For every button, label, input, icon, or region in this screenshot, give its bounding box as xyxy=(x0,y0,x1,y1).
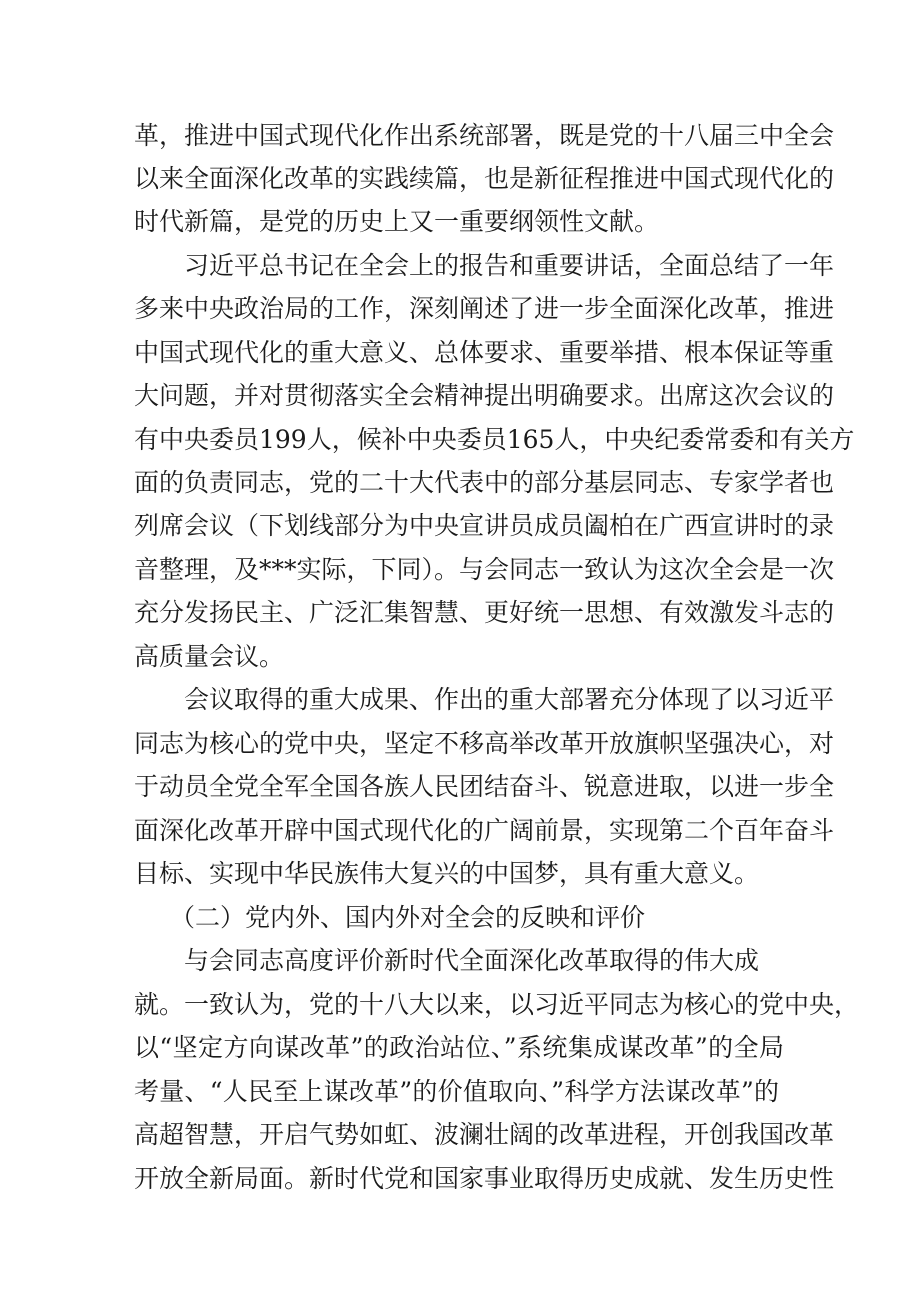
line-text: 会议取得的重大成果、作出的重大部署充分体现了以习近平 xyxy=(184,685,835,714)
text-line xyxy=(134,159,835,199)
line-text: 以来全面深化改革的实践续篇，也是新征程推进中国式现代化的 xyxy=(134,164,835,193)
line-text: 于动员全党全军全国各族人民团结奋斗、锐意进取，以进一步全 xyxy=(134,772,835,801)
line-text: 时代新篇，是党的历史上又一重要纲领性文献。 xyxy=(134,207,660,236)
line-text: 中国式现代化的重大意义、总体要求、重要举措、根本保证等重 xyxy=(134,338,835,367)
text-line xyxy=(184,246,835,286)
text-line xyxy=(134,550,835,590)
line-text: 革，推进中国式现代化作出系统部署，既是党的十八届三中全会 xyxy=(134,121,835,150)
line-text: 习近平总书记在全会上的报告和重要讲话，全面总结了一年 xyxy=(184,251,835,280)
text-line xyxy=(134,1028,794,1068)
line-text: 同志为核心的党中央，坚定不移高举改革开放旗帜坚强决心，对 xyxy=(134,729,835,758)
text-line xyxy=(134,593,835,633)
line-text: （二）党内外、国内外对全会的反映和评价 xyxy=(170,903,646,932)
text-line xyxy=(134,202,794,242)
line-text: 多来中央政治局的工作，深刻阐述了进一步全面深化改革，推进 xyxy=(134,294,835,323)
line-text: 音整理，及***实际，下同）。与会同志一致认为这次全会是一次 xyxy=(134,555,835,584)
line-text: 列席会议（下划线部分为中央宣讲员成员阖柏在广西宣讲时的录 xyxy=(134,511,835,540)
text-line xyxy=(134,1159,835,1199)
text-line xyxy=(134,811,835,851)
text-line xyxy=(134,854,794,894)
line-text: 充分发扬民主、广泛汇集智慧、更好统一思想、有效激发斗志的 xyxy=(134,598,835,627)
text-line xyxy=(134,506,835,546)
line-text: 面的负责同志，党的二十大代表中的部分基层同志、专家学者也 xyxy=(134,468,835,497)
section-heading xyxy=(170,898,646,938)
line-text: 考量、“人民至上谋改革”的价值取向、”科学方法谋改革”的 xyxy=(134,1077,779,1106)
text-line xyxy=(184,941,760,981)
text-line xyxy=(184,680,835,720)
line-text: 大问题，并对贯彻落实全会精神提出明确要求。出席这次会议的 xyxy=(134,381,835,410)
text-line xyxy=(134,985,860,1025)
text-line xyxy=(134,1072,794,1112)
line-text: 有中央委员199人，候补中央委员165人，中央纪委常委和有关方 xyxy=(134,425,855,454)
text-line xyxy=(134,637,794,677)
line-text: 高质量会议。 xyxy=(134,642,285,671)
text-line xyxy=(134,767,835,807)
line-text: 面深化改革开辟中国式现代化的广阔前景，实现第二个百年奋斗 xyxy=(134,816,835,845)
text-line xyxy=(134,333,835,373)
text-line xyxy=(134,420,855,460)
line-text: 开放全新局面。新时代党和国家事业取得历史成就、发生历史性 xyxy=(134,1164,835,1193)
text-line xyxy=(134,376,835,416)
line-text: 目标、实现中华民族伟大复兴的中国梦，具有重大意义。 xyxy=(134,859,760,888)
text-line xyxy=(134,289,835,329)
text-line xyxy=(134,724,835,764)
line-text: 与会同志高度评价新时代全面深化改革取得的伟大成 xyxy=(184,946,760,975)
text-line xyxy=(134,116,835,156)
line-text: 就。一致认为，党的十八大以来，以习近平同志为核心的党中央， xyxy=(134,990,860,1019)
line-text: 高超智慧，开启气势如虹、波澜壮阔的改革进程，开创我国改革 xyxy=(134,1120,835,1149)
text-line xyxy=(134,463,835,503)
text-line xyxy=(134,1115,835,1155)
line-text: 以“坚定方向谋改革”的政治站位、”系统集成谋改革”的全局 xyxy=(134,1033,784,1062)
